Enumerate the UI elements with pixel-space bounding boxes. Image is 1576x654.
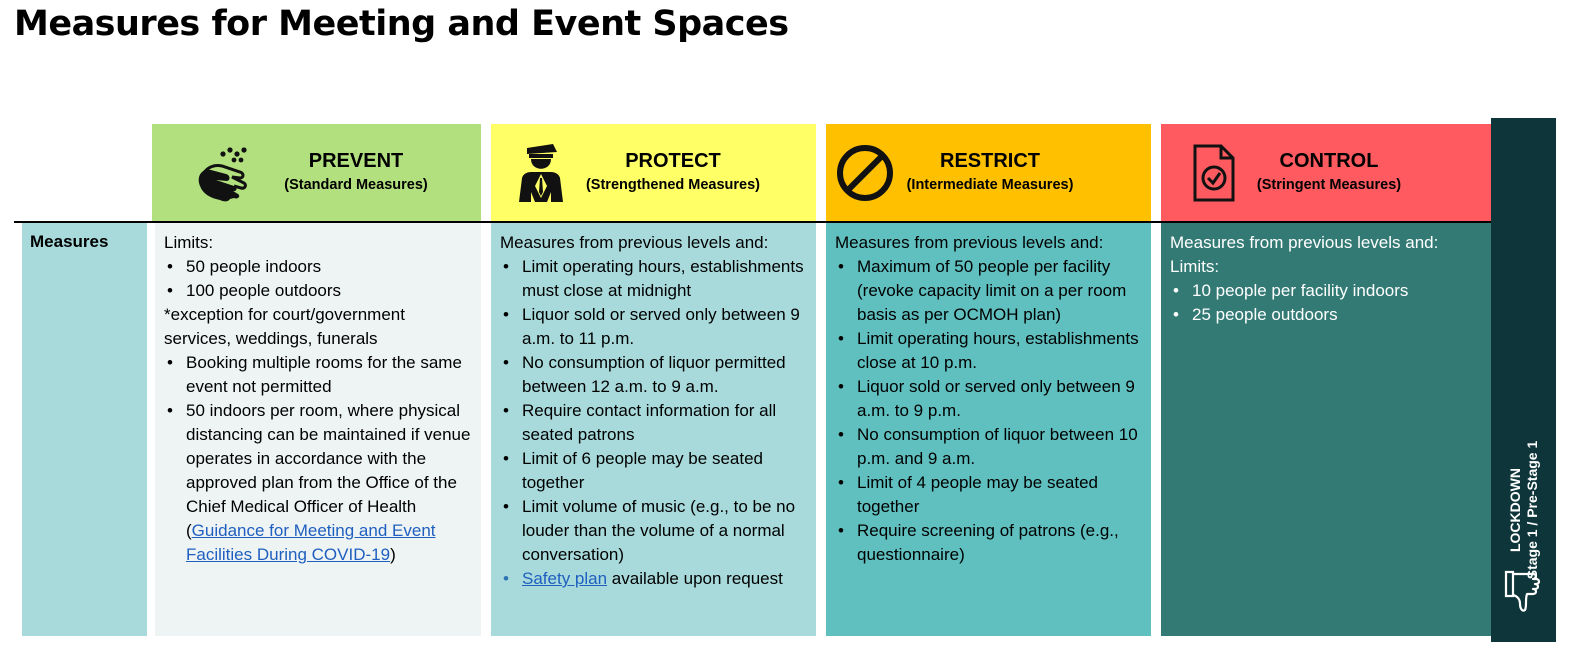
list-item: • Limit of 6 people may be seated together: [500, 447, 806, 495]
prevent-subtitle: (Standard Measures): [284, 177, 428, 193]
list-item: • 50 people indoors: [164, 255, 471, 279]
list-item: • Liquor sold or served only between 9 a.m. to 11 p.m.: [500, 303, 806, 351]
header-protect: [491, 124, 816, 222]
protect-title: PROTECT: [625, 150, 721, 172]
restrict-subtitle: (Intermediate Measures): [906, 177, 1074, 193]
prevent-title: PREVENT: [308, 150, 404, 172]
list-item: • Limit volume of music (e.g., to be no louder than the volume of a normal conversation): [500, 495, 806, 567]
thumbs-down-hand-icon: [1503, 566, 1543, 614]
list-item: • Require screening of patrons (e.g., questionnaire): [835, 519, 1141, 567]
header-restrict: [826, 124, 1151, 222]
prevent-cell: [155, 223, 481, 636]
lockdown-label: LOCKDOWN Stage 1 / Pre-Stage 1: [1506, 440, 1540, 580]
list-item: • Limit operating hours, establishments close at 10 p.m.: [835, 327, 1141, 375]
restrict-bullets-list: [835, 255, 1141, 567]
header-control: [1161, 124, 1491, 222]
protect-cell: [491, 223, 816, 636]
restrict-intro: Measures from previous levels and:: [835, 233, 1104, 252]
list-item: • 100 people outdoors: [164, 279, 471, 303]
list-item: • Maximum of 50 people per facility (revoke capacity limit on a per room basis as per OCMOH plan): [835, 255, 1141, 327]
list-item: • No consumption of liquor between 10 p.m. and 9 a.m.: [835, 423, 1141, 471]
list-item: • Safety plan available upon request: [500, 567, 806, 591]
control-limits-label: Limits:: [1170, 257, 1220, 276]
row-label-cell: [22, 223, 147, 636]
list-item: • Require contact information for all seated patrons: [500, 399, 806, 447]
restrict-title: RESTRICT: [940, 150, 1040, 172]
page-title: Measures for Meeting and Event Spaces: [14, 4, 789, 44]
protect-bullets-list: [500, 255, 806, 591]
list-item: • 10 people per facility indoors: [1170, 279, 1481, 303]
control-cell: [1161, 223, 1491, 636]
control-subtitle: (Stringent Measures): [1256, 177, 1402, 193]
list-item: • Limit operating hours, establishments must close at midnight: [500, 255, 806, 303]
prevent-exception: *exception for court/government services, weddings, funerals: [164, 305, 405, 348]
prevent-limits-list: [164, 255, 471, 303]
list-item: • 25 people outdoors: [1170, 303, 1481, 327]
security-guard-icon: [513, 142, 571, 204]
list-item: • Limit of 4 people may be seated together: [835, 471, 1141, 519]
protect-subtitle: (Strengthened Measures): [585, 177, 761, 193]
header-prevent: [152, 124, 481, 222]
list-item: • Liquor sold or served only between 9 a.m. to 9 p.m.: [835, 375, 1141, 423]
control-title: CONTROL: [1279, 150, 1379, 172]
restrict-cell: [826, 223, 1151, 636]
distancing-text: 50 indoors per room, where physical distancing can be maintained if venue operates in accordance with the approved plan from the Office of the Chief Medical Officer of Health: [186, 401, 471, 516]
list-item: • 50 indoors per room, where physical distancing can be maintained if venue operates in accordance with the approved plan from the Office of the Chief Medical Officer of Health (Guidance for Meeting and Event Facilities During COVID-19): [164, 399, 471, 567]
row-label: Measures: [30, 232, 109, 251]
list-item: • No consumption of liquor permitted between 12 a.m. to 9 a.m.: [500, 351, 806, 399]
guidance-link[interactable]: Guidance for Meeting and Event Facilities During COVID-19: [186, 521, 436, 564]
list-item: • Booking multiple rooms for the same event not permitted: [164, 351, 471, 399]
lockdown-bar: [1491, 118, 1556, 642]
control-bullets-list: [1170, 279, 1481, 327]
prevent-intro: Limits:: [164, 233, 214, 252]
protect-intro: Measures from previous levels and:: [500, 233, 769, 252]
control-intro: Measures from previous levels and:: [1170, 233, 1439, 252]
prohibited-icon: [836, 142, 894, 204]
handwashing-icon: [194, 142, 252, 204]
prevent-bullets-list: [164, 351, 471, 567]
safety-plan-link[interactable]: Safety plan: [522, 569, 608, 588]
